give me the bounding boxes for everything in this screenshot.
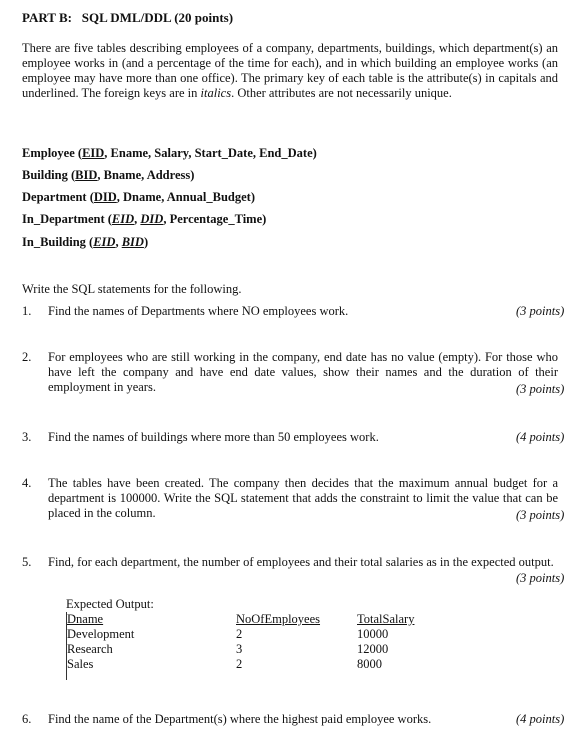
question-points: (4 points) — [516, 430, 565, 444]
question-points: (3 points) — [516, 571, 565, 585]
intro-paragraph — [22, 41, 558, 101]
schema-in-department-sep: , — [134, 212, 141, 226]
section-header — [22, 10, 233, 25]
question-4 — [22, 476, 565, 522]
schema-in-building — [22, 235, 562, 250]
table-cell: 12000 — [357, 642, 389, 656]
question-text: Find the name of the Department(s) where the highest paid employee works. — [48, 712, 432, 726]
table-cell: 10000 — [357, 627, 389, 641]
question-text: Find, for each department, the number of employees and their total salaries as in the expected output. — [48, 555, 554, 569]
schema-department-key: DID — [93, 190, 117, 204]
schema-in-department-key1: EID — [111, 212, 135, 226]
question-text: For employees who are still working in the company, end date has no value (empty). For those who have left the company and have end date values, show their names and the duration of their employment in years. — [48, 350, 558, 394]
intro-italics-word: italics — [200, 86, 232, 100]
section-title: SQL DML/DDL (20 points) — [81, 10, 234, 25]
schema-in-department-key2: DID — [140, 212, 164, 226]
schema-building-table: Building ( — [22, 168, 76, 182]
schema-employee-key: EID — [82, 146, 105, 160]
table-header: Dname — [67, 612, 104, 626]
question-3 — [22, 430, 565, 445]
schema-in-building-table: In_Building ( — [22, 235, 94, 249]
schema-in-department-table: In_Department ( — [22, 212, 112, 226]
schema-department-table: Department ( — [22, 190, 94, 204]
schema-in-building-rest: ) — [143, 235, 149, 249]
question-number: 1. — [22, 304, 32, 318]
instruction-text: Write the SQL statements for the following. — [22, 282, 242, 296]
expected-output-table — [66, 612, 420, 680]
column-totalsalary — [357, 612, 414, 672]
question-5 — [22, 555, 565, 585]
schema-in-building-key1: EID — [93, 235, 116, 249]
question-number: 3. — [22, 430, 32, 444]
table-cell: 2 — [236, 627, 243, 641]
schema-department-rest: , Dname, Annual_Budget) — [116, 190, 256, 204]
question-text: The tables have been created. The company then decides that the maximum annual budget for a department is 100000. Write the SQL statement that adds the constraint to limit the value that can be placed in the column. — [48, 476, 558, 520]
table-cell: 2 — [236, 657, 243, 671]
question-6 — [22, 712, 565, 727]
question-points: (3 points) — [516, 382, 565, 396]
question-2 — [22, 350, 565, 396]
question-number: 6. — [22, 712, 32, 726]
schema-employee-rest: , Ename, Salary, Start_Date, End_Date) — [104, 146, 317, 160]
schema-in-building-sep: , — [115, 235, 122, 249]
expected-output-title: Expected Output: — [66, 597, 154, 611]
table-header: TotalSalary — [357, 612, 415, 626]
schema-building-rest: , Bname, Address) — [97, 168, 195, 182]
schema-employee-table: Employee ( — [22, 146, 83, 160]
column-dname — [67, 612, 134, 672]
schema-employee — [22, 146, 562, 161]
question-points: (3 points) — [516, 304, 565, 318]
table-cell: Research — [67, 642, 113, 656]
table-cell: 3 — [236, 642, 243, 656]
column-noofemployees — [236, 612, 320, 672]
question-number: 5. — [22, 555, 32, 569]
question-text: Find the names of Departments where NO employees work. — [48, 304, 349, 318]
schema-in-department — [22, 212, 562, 227]
table-cell: 8000 — [357, 657, 382, 671]
schema-in-building-key2: BID — [121, 235, 144, 249]
question-number: 2. — [22, 350, 32, 364]
schema-department — [22, 190, 562, 205]
question-text: Find the names of buildings where more than 50 employees work. — [48, 430, 379, 444]
part-label: PART B: — [22, 10, 72, 25]
intro-text-end: . Other attributes are not necessarily unique. — [231, 86, 452, 100]
question-number: 4. — [22, 476, 32, 490]
schema-building-key: BID — [75, 168, 98, 182]
table-cell: Sales — [67, 657, 94, 671]
question-points: (4 points) — [516, 712, 565, 726]
intro-text: There are five tables describing employees of a company, departments, buildings, which department(s) an employee works in (and a percentage of the time for each), and in which building an employee works (an employee may have more than one office). The primary key of each table is the attribute(s) in capitals and underlined. The foreign keys are in — [22, 41, 558, 100]
table-cell: Development — [67, 627, 135, 641]
schema-in-department-rest: , Percentage_Time) — [163, 212, 267, 226]
question-points: (3 points) — [516, 508, 565, 522]
question-1 — [22, 304, 565, 319]
table-header: NoOfEmployees — [236, 612, 321, 626]
schema-building — [22, 168, 562, 183]
